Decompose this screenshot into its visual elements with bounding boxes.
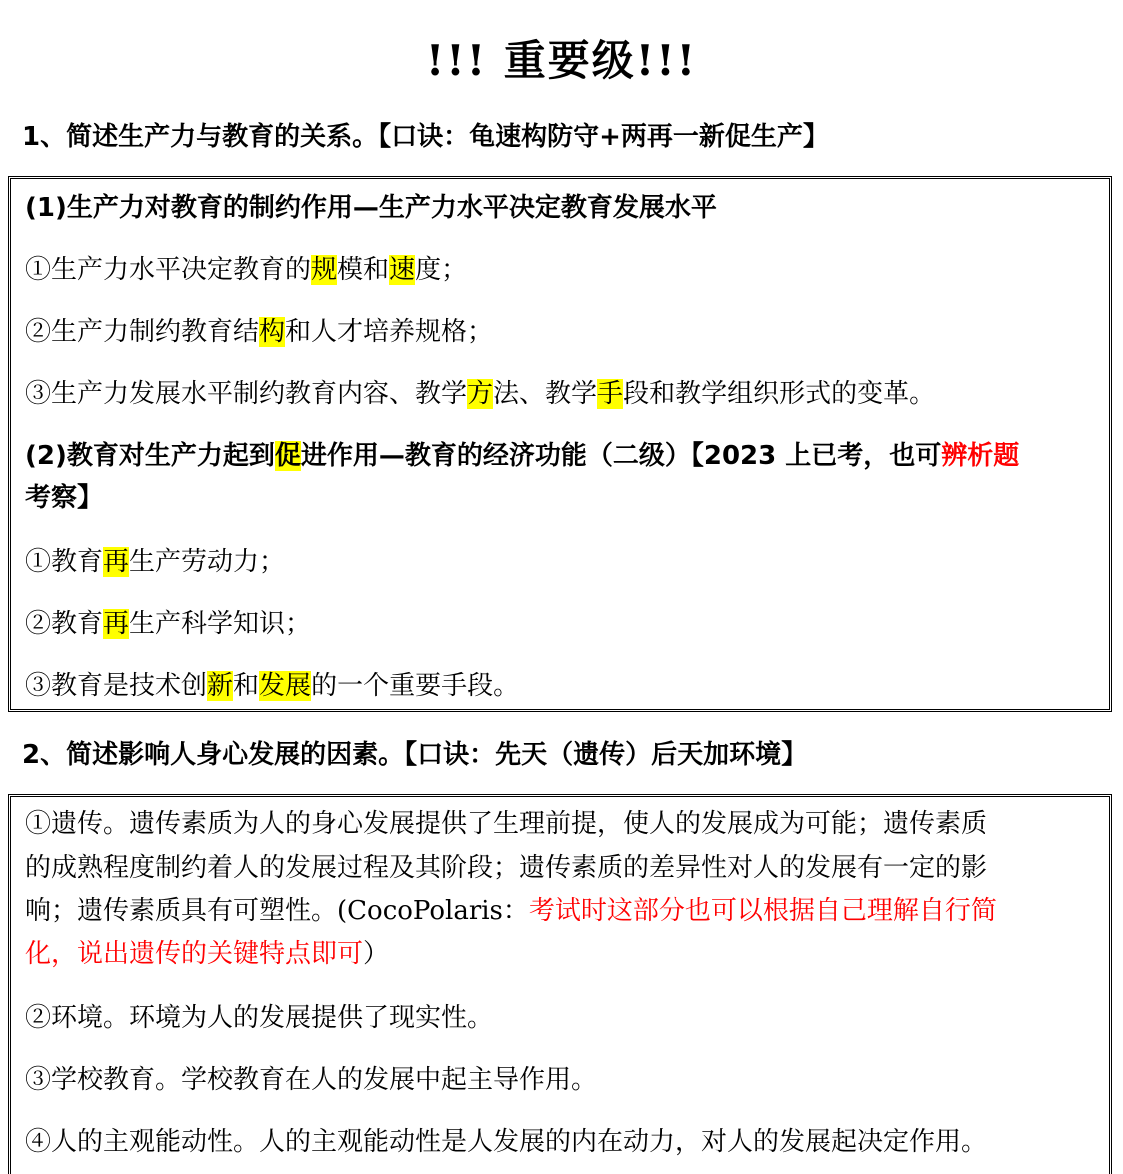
factor-heredity-line4 <box>25 933 1099 970</box>
answer-box-1 <box>8 176 1112 712</box>
highlight-zai: 再 <box>103 609 130 639</box>
point-2-2 <box>25 603 1099 640</box>
factor-heredity-line2: 的成熟程度制约着人的发展过程及其阶段；遗传素质的差异性对人的发展有一定的影 <box>25 853 988 883</box>
factor-school-education: ③学校教育。学校教育在人的发展中起主导作用。 <box>25 1065 598 1095</box>
answer-box-2 <box>8 794 1112 1174</box>
highlight-zai: 再 <box>103 547 130 577</box>
factor-subjective-initiative: ④人的主观能动性。人的主观能动性是人发展的内在动力，对人的发展起决定作用。 <box>25 1127 988 1157</box>
section-1-title: (1)生产力对教育的制约作用—生产力水平决定教育发展水平 <box>25 193 717 223</box>
highlight-fang: 方 <box>467 379 494 409</box>
text: ①生产力水平决定教育的 <box>25 255 312 285</box>
factor-heredity-line1: ①遗传。遗传素质为人的身心发展提供了生理前提，使人的发展成为可能；遗传素质 <box>25 809 988 839</box>
highlight-gui: 规 <box>311 255 338 285</box>
highlight-fazhan: 发展 <box>259 671 312 701</box>
text: 度； <box>415 255 468 285</box>
question-2-heading: 2、简述影响人身心发展的因素。【口诀：先天（遗传）后天加环境】 <box>22 740 808 770</box>
page-title: !!! 重要级!!! <box>425 36 698 85</box>
text: ③教育是技术创 <box>25 671 208 701</box>
text: 和 <box>233 671 260 701</box>
highlight-xin: 新 <box>207 671 234 701</box>
text: 生产科学知识； <box>129 609 312 639</box>
text: 段和教学组织形式的变革。 <box>623 379 936 409</box>
factor-heredity-line3 <box>25 890 1099 927</box>
highlight-su: 速 <box>389 255 416 285</box>
text: 法、教学 <box>493 379 598 409</box>
factor-environment: ②环境。环境为人的发展提供了现实性。 <box>25 1003 494 1033</box>
text: 模和 <box>337 255 390 285</box>
point-1-1 <box>25 249 1099 286</box>
highlight-gou: 构 <box>259 317 286 347</box>
text: ②教育 <box>25 609 104 639</box>
text: (2)教育对生产力起到 <box>25 441 275 471</box>
text: 和人才培养规格； <box>285 317 494 347</box>
point-2-3 <box>25 665 1099 702</box>
section-2-title-line2: 考察】 <box>25 483 104 513</box>
text: 进作用—教育的经济功能（二级）【2023 上已考，也可 <box>300 441 942 471</box>
highlight-shou: 手 <box>597 379 624 409</box>
red-text: 辨析题 <box>941 441 1020 471</box>
point-1-2 <box>25 311 1099 348</box>
text: 的一个重要手段。 <box>311 671 520 701</box>
point-1-3 <box>25 373 1099 410</box>
text: ①教育 <box>25 547 104 577</box>
text: ③生产力发展水平制约教育内容、教学 <box>25 379 468 409</box>
section-2-title-line1 <box>25 435 1099 472</box>
red-note: 考试时这部分也可以根据自己理解自行简 <box>528 896 997 926</box>
text: 响；遗传素质具有可塑性。(CocoPolaris： <box>25 896 529 926</box>
point-2-1 <box>25 541 1099 578</box>
text: 生产劳动力； <box>129 547 286 577</box>
text: ②生产力制约教育结 <box>25 317 260 347</box>
text: ） <box>363 939 390 969</box>
question-1-heading: 1、简述生产力与教育的关系。【口诀：龟速构防守+两再一新促生产】 <box>22 122 829 152</box>
highlight-cu: 促 <box>274 441 301 471</box>
red-note: 化，说出遗传的关键特点即可 <box>25 939 364 969</box>
